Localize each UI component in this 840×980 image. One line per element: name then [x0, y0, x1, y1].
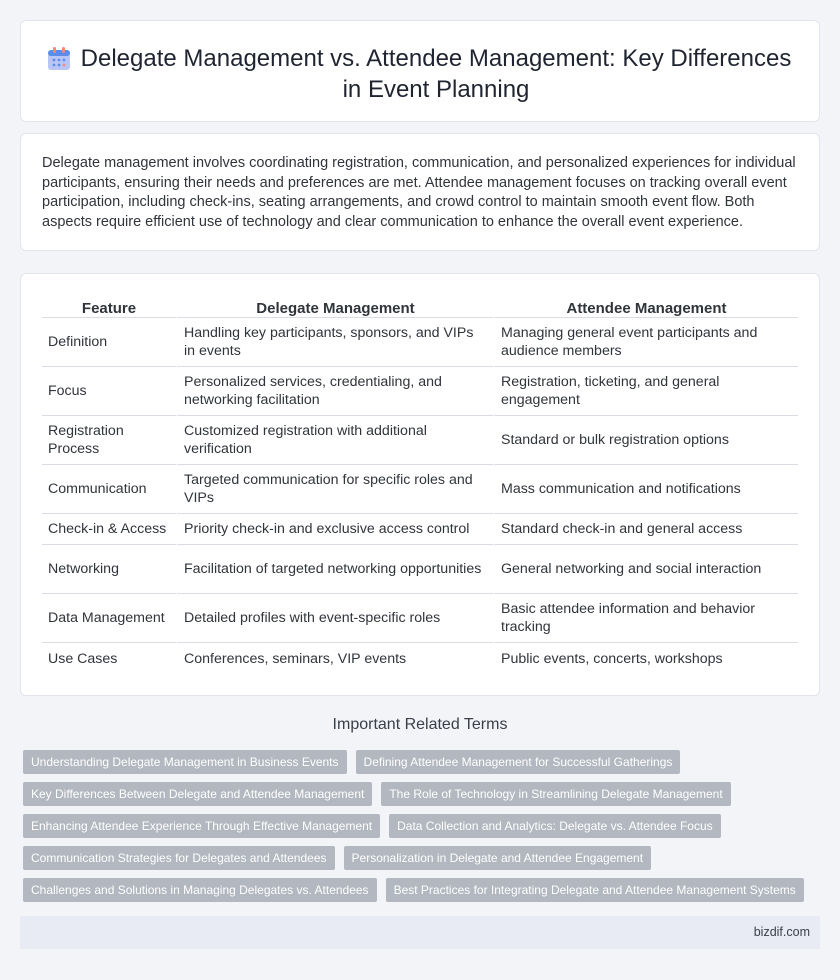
- footer: [20, 916, 820, 949]
- delegate-cell: Detailed profiles with event-specific roles: [176, 594, 493, 643]
- feature-cell: Definition: [42, 318, 176, 367]
- delegate-cell: Targeted communication for specific roles and VIPs: [176, 465, 493, 514]
- related-term-tag[interactable]: Personalization in Delegate and Attendee Engagement: [344, 846, 652, 870]
- related-term-tag[interactable]: Understanding Delegate Management in Business Events: [23, 750, 347, 774]
- attendee-cell: Registration, ticketing, and general engagement: [493, 367, 798, 416]
- table-header-row: [42, 296, 798, 318]
- feature-cell: Registration Process: [42, 416, 176, 465]
- table-row: [42, 514, 798, 545]
- feature-cell: Check-in & Access: [42, 514, 176, 545]
- attendee-cell: Managing general event participants and audience members: [493, 318, 798, 367]
- feature-cell: Focus: [42, 367, 176, 416]
- table-row: [42, 416, 798, 465]
- header-attendee-management: Attendee Management: [493, 296, 798, 318]
- header-delegate-management: Delegate Management: [176, 296, 493, 318]
- related-terms-row: [23, 814, 823, 838]
- delegate-cell: Personalized services, credentialing, and networking facilitation: [176, 367, 493, 416]
- feature-cell: Data Management: [42, 594, 176, 643]
- delegate-cell: Facilitation of targeted networking opportunities: [176, 545, 493, 594]
- table-row: [42, 643, 798, 674]
- comparison-table: [42, 296, 798, 674]
- header-feature: Feature: [42, 296, 176, 318]
- delegate-cell: Customized registration with additional verification: [176, 416, 493, 465]
- related-term-tag[interactable]: Data Collection and Analytics: Delegate vs. Attendee Focus: [389, 814, 721, 838]
- table-row: [42, 367, 798, 416]
- related-terms-heading: Important Related Terms: [332, 716, 508, 733]
- table-row: [42, 318, 798, 367]
- related-term-tag[interactable]: Challenges and Solutions in Managing Delegates vs. Attendees: [23, 878, 377, 902]
- delegate-cell: Conferences, seminars, VIP events: [176, 643, 493, 674]
- table-row: [42, 465, 798, 514]
- delegate-cell: Handling key participants, sponsors, and VIPs in events: [176, 318, 493, 367]
- attendee-cell: Standard or bulk registration options: [493, 416, 798, 465]
- attendee-cell: Basic attendee information and behavior tracking: [493, 594, 798, 643]
- related-terms-row: [23, 782, 823, 806]
- comparison-table-card: [20, 273, 820, 696]
- related-term-tag[interactable]: Communication Strategies for Delegates and Attendees: [23, 846, 335, 870]
- title-card: [20, 20, 820, 122]
- attendee-cell: Mass communication and notifications: [493, 465, 798, 514]
- related-term-tag[interactable]: Best Practices for Integrating Delegate and Attendee Management Systems: [386, 878, 804, 902]
- related-terms-list: [23, 750, 823, 910]
- attendee-cell: Public events, concerts, workshops: [493, 643, 798, 674]
- related-term-tag[interactable]: Enhancing Attendee Experience Through Effective Management: [23, 814, 380, 838]
- feature-cell: Use Cases: [48, 650, 118, 667]
- footer-site-link[interactable]: bizdif.com: [753, 925, 810, 939]
- attendee-cell: General networking and social interaction: [493, 545, 798, 594]
- related-terms-row: [23, 878, 823, 902]
- feature-cell: Networking: [42, 545, 176, 594]
- table-row: [42, 594, 798, 643]
- feature-cell: Communication: [42, 465, 176, 514]
- table-row: [42, 545, 798, 594]
- related-terms-row: [23, 750, 823, 774]
- attendee-cell: Standard check-in and general access: [493, 514, 798, 545]
- delegate-cell: Priority check-in and exclusive access control: [176, 514, 493, 545]
- related-term-tag[interactable]: The Role of Technology in Streamlining Delegate Management: [381, 782, 730, 806]
- related-term-tag[interactable]: Key Differences Between Delegate and Attendee Management: [23, 782, 372, 806]
- page-title: Delegate Management vs. Attendee Management: Key Differences in Event Planning: [80, 45, 792, 103]
- related-term-tag[interactable]: Defining Attendee Management for Successful Gatherings: [356, 750, 681, 774]
- intro-paragraph: Delegate management involves coordinating registration, communication, and personalized experiences for individual participants, ensuring their needs and preferences are met. Attendee management focuses on tracking overall event participation, including check-ins, seating arrangements, and crowd control to maintain smooth event flow. Both aspects require efficient use of technology and clear communication to enhance the overall event experience.: [42, 155, 796, 230]
- related-terms-row: [23, 846, 823, 870]
- intro-card: [20, 133, 820, 251]
